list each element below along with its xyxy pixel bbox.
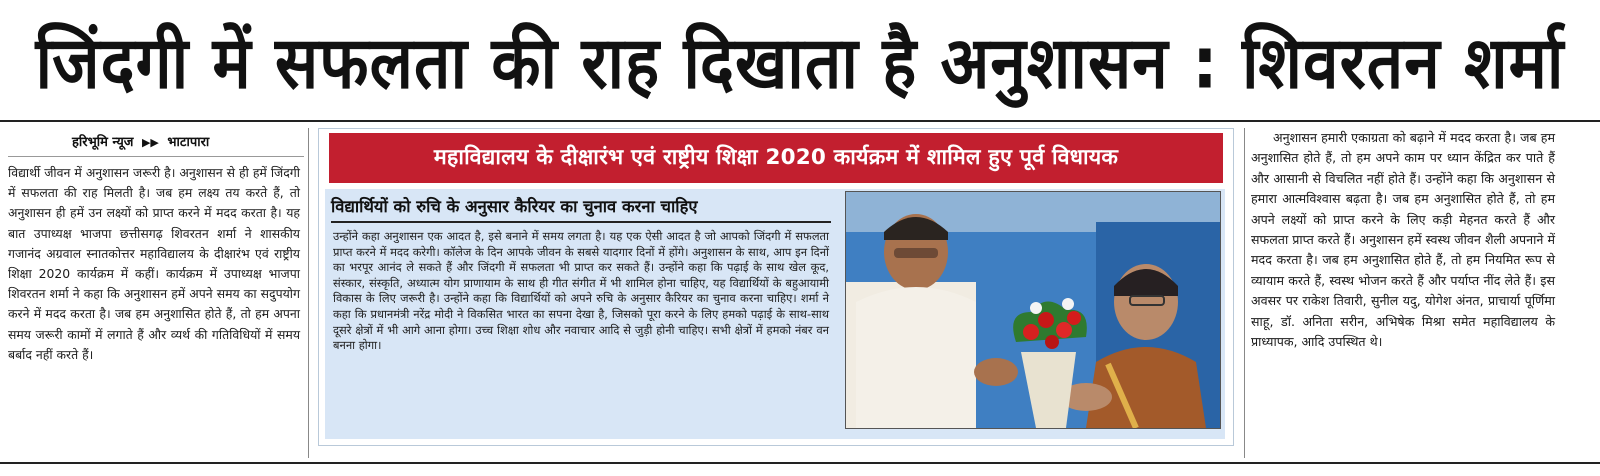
subheadline: विद्यार्थियों को रुचि के अनुसार कैरियर का चुनाव करना चाहिए (331, 193, 831, 223)
center-feature-box (318, 128, 1234, 446)
left-column-text: विद्यार्थी जीवन में अनुशासन जरूरी है। अनुशासन से ही हमें जिंदगी में सफलता की राह मिलती है। जब हम लक्ष्य तय करते हैं, तो अनुशासन ही हमें उन लक्ष्यों को प्राप्त करने में मदद करता है। यह बात उपाध्यक्ष भाजपा छत्तीसगढ़ शिवरतन शर्मा ने शासकीय गजानंद अग्रवाल स्नातकोत्तर महाविद्यालय के दीक्षारंभ एवं राष्ट्रीय शिक्षा 2020 कार्यक्रम में कहीं। कार्यक्रम में उपाध्यक्ष भाजपा शिवरतन शर्मा ने कहा कि अनुशासन हमें अपने समय का सदुपयोग करने में मदद करता है। जब हम अनुशासित होते हैं, तो हम अपना समय जरूरी कामों में लगाते हैं और व्यर्थ की गतिविधियों में समय बर्बाद नहीं करते हैं। (8, 165, 300, 362)
bottom-rule (0, 462, 1600, 464)
event-photo (845, 191, 1221, 429)
dateline (72, 132, 308, 150)
dateline-place: भाटापारा (167, 135, 210, 150)
feature-body-text: उन्होंने कहा अनुशासन एक आदत है, इसे बनाने में समय लगता है। यह एक ऐसी आदत है जो आपको जिंदगी में सफलता प्राप्त करने में मदद करेगी। कॉलेज के दिन आपके जीवन के सबसे यादगार दिनों में होंगे। अनुशासन के साथ, आप इन दिनों का भरपूर आनंद ले सकते हैं और जिंदगी में सफलता भी प्राप्त कर सकते हैं। उन्होंने कहा कि पढ़ाई के साथ खेल कूद, संस्कार, संस्कृति, अध्यात्म योग प्राणायाम के साथ ही गीत संगीत में भी शामिल होना चाहिए, यह विद्यार्थियों के बहुआयामी विकास के लिए जरूरी है। उन्होंने कहा कि विद्यार्थियों को अपने रुचि के अनुसार कैरियर का चुनाव करना चाहिए। शर्मा ने कहा कि प्रधानमंत्री नरेंद्र मोदी ने विकसित भारत का सपना देखा है, जिसको पूरा करने के लिए हमको पढ़ाई के साथ-साथ दूसरे क्षेत्रों में भी आगे आना होगा। उच्च शिक्षा शोध और नवाचार आदि से जुड़ी होनी चाहिए। सभी क्षेत्रों में हमको नंबर वन बनना होगा। (333, 229, 829, 353)
headline: जिंदगी में सफलता की राह दिखाता है अनुशासन : शिवरतन शर्मा (35, 22, 1565, 106)
event-photo-bouquet-icon (846, 192, 1220, 428)
dateline-rule (8, 156, 304, 157)
double-arrow-icon: ▶▶ (141, 136, 159, 149)
dateline-source: हरिभूमि न्यूज (72, 135, 134, 150)
feature-inset (325, 189, 1225, 439)
banner-headline: महाविद्यालय के दीक्षारंभ एवं राष्ट्रीय शिक्षा 2020 कार्यक्रम में शामिल हुए पूर्व विधायक (329, 133, 1223, 183)
left-column (8, 128, 309, 458)
right-column (1244, 128, 1555, 458)
right-column-text: अनुशासन हमारी एकाग्रता को बढ़ाने में मदद करता है। जब हम अनुशासित होते हैं, तो हम अपने काम पर ध्यान केंद्रित कर पाते हैं और आसानी से विचलित नहीं होते हैं। उन्होंने कहा कि अनुशासन से हमारा आत्मविश्वास बढ़ता है। जब हम अनुशासित होते हैं, तो हम अपने लक्ष्यों को प्राप्त करने के लिए कड़ी मेहनत करते हैं और सफलता प्राप्त करते हैं। अनुशासन हमें स्वस्थ जीवन शैली अपनाने में मदद करता है। जब हम अनुशासित होते हैं, तो हम नियमित रूप से व्यायाम करते हैं, स्वस्थ भोजन करते हैं और पर्याप्त नींद लेते हैं। इस अवसर पर राकेश तिवारी, सुनील यदु, योगेश अंनत, प्राचार्या पूर्णिमा साहू, डॉ. अनिता सरीन, अभिषेक मिश्रा समेत महाविद्यालय के प्राध्यापक, आदि उपस्थित थे। (1251, 130, 1555, 350)
top-rule (0, 120, 1600, 122)
